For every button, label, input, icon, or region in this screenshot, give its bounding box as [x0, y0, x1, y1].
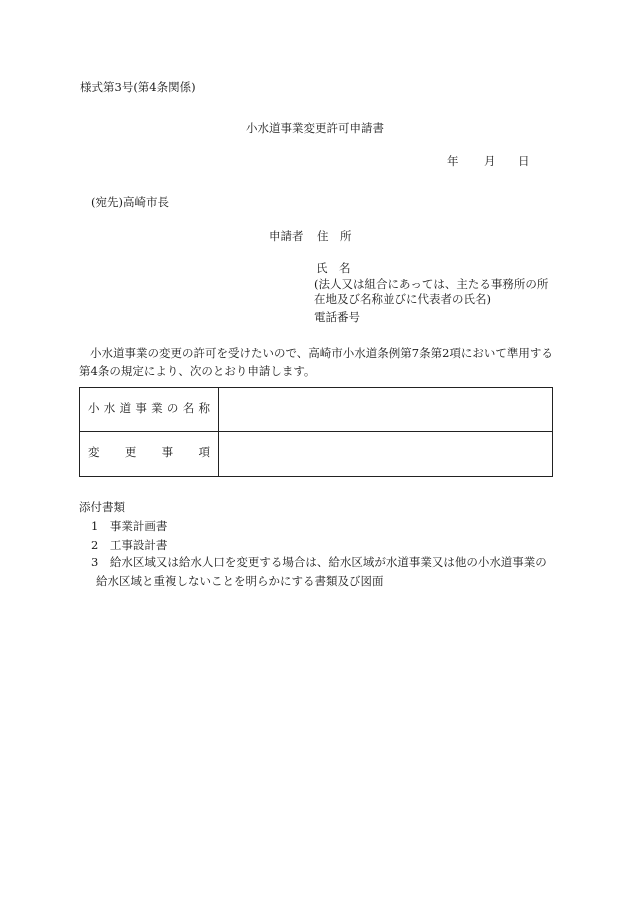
- row-label-business-name: 小水道事業の名称: [88, 401, 210, 415]
- address-label: 住 所: [317, 229, 352, 243]
- date-year-label: 年: [447, 154, 459, 168]
- applicant-label: 申請者: [269, 229, 304, 243]
- business-name-field[interactable]: [219, 388, 552, 431]
- name-note: (法人又は組合にあっては、主たる事務所の所在地及び名称並びに代表者の氏名): [314, 277, 549, 306]
- date-day-label: 日: [518, 154, 530, 168]
- table-row: [80, 432, 552, 476]
- change-items-field[interactable]: [219, 432, 552, 476]
- table-label-cell: [80, 388, 219, 431]
- attachments-title: 添付書類: [79, 500, 125, 514]
- form-number: 様式第3号(第4条関係): [80, 80, 196, 94]
- name-label: 氏 名: [316, 261, 351, 275]
- attachment-item: 2 工事設計書: [91, 538, 168, 552]
- row-label-change-items: 変更事項: [88, 445, 210, 459]
- phone-label: 電話番号: [314, 310, 360, 324]
- attachment-item: 3 給水区域又は給水人口を変更する場合は、給水区域が水道事業又は他の小水道事業の: [91, 555, 547, 569]
- body-text: 小水道事業の変更の許可を受けたいので、高崎市小水道条例第7条第2項において準用する第4条の規定により、次のとおり申請します。: [79, 346, 553, 378]
- document-title: 小水道事業変更許可申請書: [246, 121, 384, 135]
- addressee: (宛先)高崎市長: [91, 195, 169, 209]
- change-table: [79, 387, 553, 477]
- table-row: [80, 388, 552, 432]
- date-month-label: 月: [484, 154, 496, 168]
- table-label-cell: [80, 432, 219, 476]
- attachment-item-continuation: 給水区域と重複しないことを明らかにする書類及び図面: [96, 574, 384, 588]
- attachment-item: 1 事業計画書: [91, 519, 168, 533]
